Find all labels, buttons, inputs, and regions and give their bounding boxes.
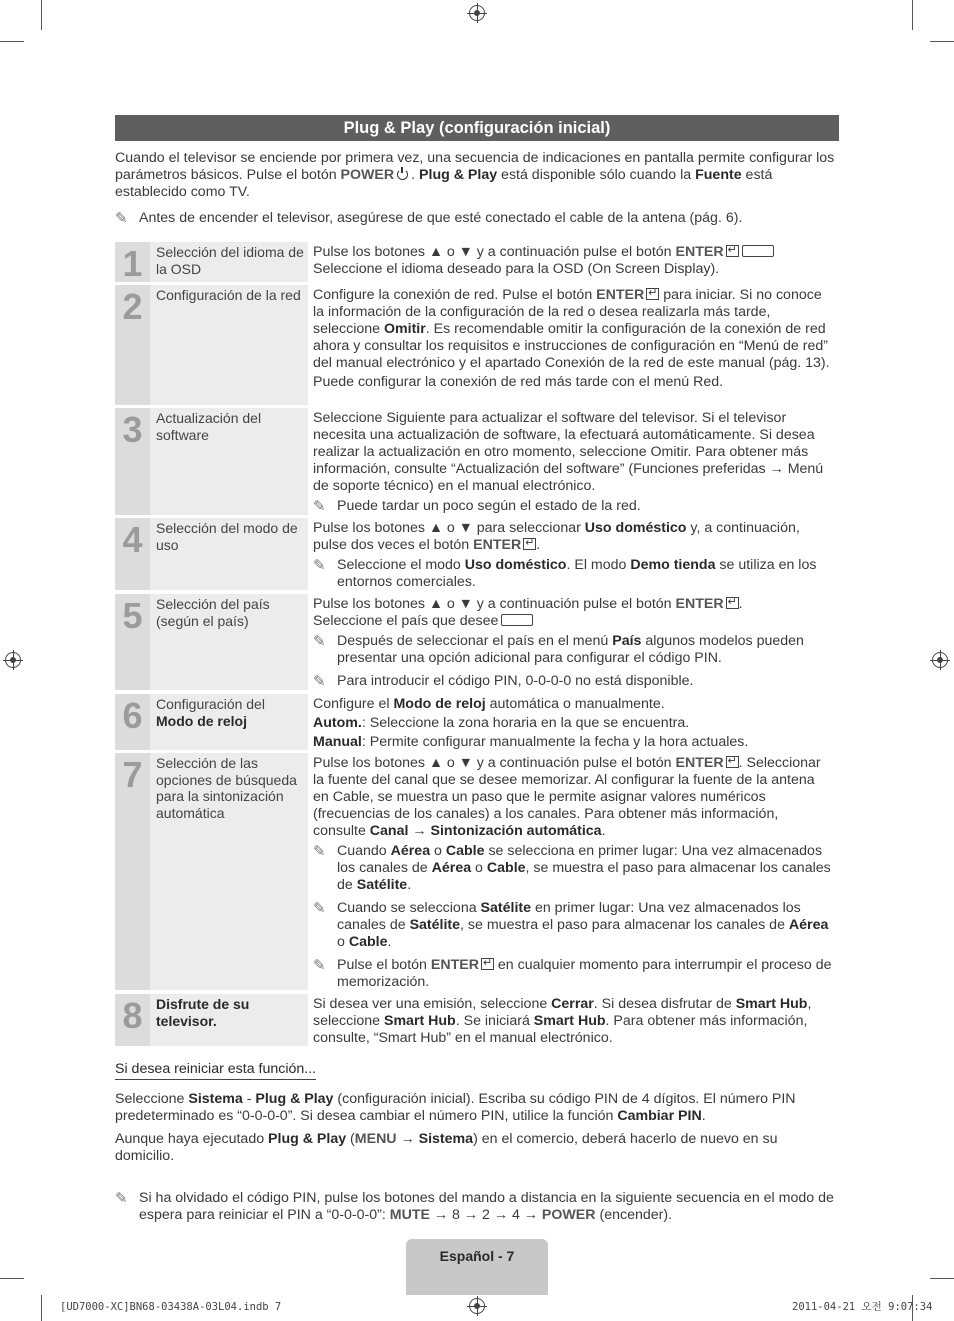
step-description: Pulse los botones ▲ o ▼ y a continuación pulse el botón ENTER↵ Seleccione el idioma deseado para la OSD (On Screen Display). (308, 242, 839, 282)
reset-paragraph: Aunque haya ejecutado Plug & Play (MENU → Sistema) en el comercio, deberá hacerlo de nuevo en su domicilio. (115, 1131, 778, 1164)
crop-mark (930, 41, 954, 42)
step-description: Pulse los botones ▲ o ▼ y a continuación pulse el botón ENTER↵ . Seleccionar la fuente del canal que se desee memorizar. Al configurar la fuente de la antena en Cable, se muestra un paso que le permite asignar valores numéricos (frecuencias de los canales) a los canales. Para obtener más información, consulte Canal → Sintonización automática. ✎ Cuando Aérea o Cable se selecciona en primer lugar: Una vez almacenados los canales de Aérea o Cable, se muestra el paso para almacenar los canales de Satélite. ✎ Cuando se selecciona Satélite en primer lugar: Una vez almacenados los canales de Satélite, se muestra el paso para almacenar los canales de Aérea o Cable. ✎ Pulse el botón ENTER↵ en cualquier momento para interrumpir el proceso de memorización. (308, 753, 839, 990)
step-row (115, 753, 839, 990)
crop-mark (41, 1295, 42, 1321)
step-label: Selección del idioma de la OSD (150, 242, 308, 282)
step-number: 2 (115, 285, 150, 405)
pencil-note-icon: ✎ (115, 1190, 128, 1207)
step-row (115, 594, 839, 690)
step-row (115, 242, 839, 282)
step-description: Configure el Modo de reloj automática o manualmente. Autom.: Seleccione la zona horaria en la que se encuentra. Manual: Permite configurar manualmente la fecha y la hora actuales. (313, 696, 749, 750)
step-number: 7 (115, 753, 150, 990)
pencil-note-icon: ✎ (313, 673, 326, 690)
step-label: Disfrute de su televisor. (150, 994, 308, 1046)
crop-mark (930, 1278, 954, 1279)
step-label: Selección del país (según el país) (150, 594, 308, 690)
crop-mark (912, 0, 913, 30)
registration-mark-icon (5, 652, 21, 668)
crop-mark (0, 1278, 24, 1279)
intro-paragraph: Cuando el televisor se enciende por primera vez, una secuencia de indicaciones en pantalla permite configurar los parámetros básicos. Pulse el botón POWER . Plug & Play está disponible sólo cuando la Fuente está establecido como TV. (115, 150, 835, 200)
step-description: Si desea ver una emisión, seleccione Cerrar. Si desea disfrutar de Smart Hub, seleccione Smart Hub. Se iniciará Smart Hub. Para obtener más información, consulte, “Smart Hub” en el manual electrónico. (313, 996, 812, 1046)
reset-paragraph: Seleccione Sistema - Plug & Play (configuración inicial). Escriba su código PIN de 4 dígitos. El número PIN predeterminado es “0-0-0-0”. Si desea cambiar el número PIN, utilice la función Cambiar PIN. (115, 1091, 796, 1124)
step-label: Selección de las opciones de búsqueda para la sintonización automática (150, 753, 308, 990)
crop-mark (0, 41, 24, 42)
print-date-info: 2011-04-21 오전 9:07:34 (792, 1301, 933, 1313)
enter-icon (726, 756, 739, 768)
registration-mark-icon (469, 5, 485, 21)
step-label: Configuración del Modo de reloj (150, 694, 308, 750)
enter-icon (726, 597, 739, 609)
section-title: Plug & Play (configuración inicial) (115, 115, 839, 141)
enter-icon (481, 958, 494, 970)
step-number: 8 (115, 994, 150, 1046)
reset-heading: Si desea reiniciar esta función... (115, 1061, 316, 1080)
pencil-note-icon: ✎ (313, 843, 326, 860)
registration-mark-icon (469, 1298, 485, 1314)
step-description: Pulse los botones ▲ o ▼ y a continuación pulse el botón ENTER↵ . Seleccione el país que desee ✎ Después de seleccionar el país en el menú País algunos modelos pueden presentar una opción adicional para configurar el código PIN. ✎ Para introducir el código PIN, 0-0-0-0 no está disponible. (308, 594, 839, 690)
step-row (115, 408, 839, 515)
pencil-note-icon: ✎ (115, 210, 128, 227)
step-row (115, 518, 839, 590)
print-file-info: [UD7000-XC]BN68-03438A-03L04.indb 7 (60, 1301, 282, 1313)
tools-icon (501, 614, 533, 626)
step-row (115, 694, 839, 750)
enter-icon (523, 538, 536, 550)
pencil-note-icon: ✎ (313, 900, 326, 917)
tools-icon (742, 245, 774, 257)
pencil-note-icon: ✎ (313, 957, 326, 974)
pencil-note-icon: ✎ (313, 633, 326, 650)
step-label: Selección del modo de uso (150, 518, 308, 590)
step-number: 1 (115, 242, 150, 282)
pencil-note-icon: ✎ (313, 498, 326, 515)
step-number: 6 (115, 694, 150, 750)
enter-icon (646, 288, 659, 300)
pencil-note-icon: ✎ (313, 557, 326, 574)
step-number: 5 (115, 594, 150, 690)
step-row (115, 994, 839, 1046)
step-number: 4 (115, 518, 150, 590)
intro-note: ✎ Antes de encender el televisor, asegúrese de que esté conectado el cable de la antena (pág. 6). (115, 210, 743, 227)
step-description: Configure la conexión de red. Pulse el botón ENTER↵ para iniciar. Si no conoce la información de la configuración de la red o desea realizarla más tarde, seleccione Omitir. Es recomendable omitir la configuración de la conexión de red ahora y consultar los requisitos e instrucciones de configuración en “Menú de red” del manual electrónico y el apartado Conexión de la red de este manual (pág. 13). Puede configurar la conexión de red más tarde con el menú Red. (308, 285, 839, 405)
step-label: Configuración de la red (150, 285, 308, 405)
enter-icon (726, 245, 739, 257)
reset-note: ✎ Si ha olvidado el código PIN, pulse los botones del mando a distancia en la siguiente secuencia en el modo de espera para reiniciar el PIN a “0-0-0-0”: MUTE → 8 → 2 → 4 → POWER (encender). (115, 1190, 834, 1223)
step-label: Actualización del software (150, 408, 308, 515)
crop-mark (41, 0, 42, 30)
step-row (115, 285, 839, 405)
step-description: Seleccione Siguiente para actualizar el software del televisor. Si el televisor necesita una actualización de software, la efectuará automáticamente. Si desea realizar la actualización en otro momento, seleccione Omitir. Para obtener más información, consulte “Actualización del software” (Funciones preferidas → Menú de soporte técnico) en el manual electrónico. ✎ Puede tardar un poco según el estado de la red. (313, 410, 824, 515)
power-icon (397, 169, 408, 180)
registration-mark-icon (932, 652, 948, 668)
step-description: Pulse los botones ▲ o ▼ para seleccionar Uso doméstico y, a continuación, pulse dos veces el botón ENTER↵ . ✎ Seleccione el modo Uso doméstico. El modo Demo tienda se utiliza en los entornos comerciales. (308, 518, 839, 590)
step-number: 3 (115, 408, 150, 515)
page-number-tab: Español - 7 (406, 1239, 548, 1295)
